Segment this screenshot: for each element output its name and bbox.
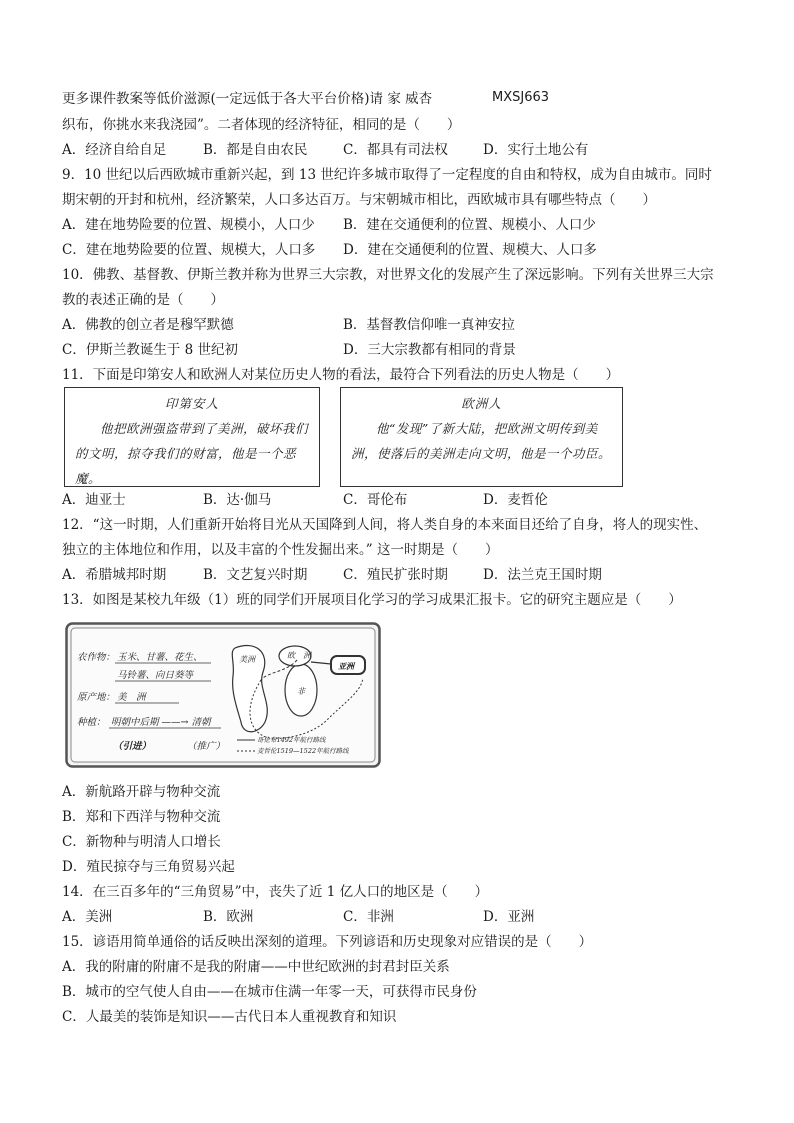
q14-option-d[interactable]: D．亚洲 — [483, 909, 535, 925]
q12-option-d[interactable]: D．法兰克王国时期 — [483, 567, 602, 583]
card-button-introduce: （引进） — [113, 741, 152, 752]
card-plant-label: 种植： — [77, 717, 106, 728]
q8-continuation: 织布，你挑水来我浇园”。二者体现的经济特征，相同的是（ ） — [62, 117, 461, 133]
q9-option-d[interactable]: D．建在交通便利的位置、规模大、人口多 — [343, 242, 597, 258]
indian-view-text: 他把欧洲强盗带到了美洲，破坏我们的文明，掠夺我们的财富，他是一个恶魔。 — [75, 421, 309, 486]
q13-option-c[interactable]: C．新物种与明清人口增长 — [62, 834, 221, 850]
card-crops-label: 农作物： — [77, 652, 116, 663]
map-america-label: 美洲 — [239, 655, 255, 664]
q12-option-a[interactable]: A．希腊城邦时期 — [62, 567, 167, 583]
q11-stem: 11．下面是印第安人和欧洲人对某位历史人物的看法，最符合下列看法的历史人物是（ ） — [62, 367, 620, 383]
q11-option-c[interactable]: C．哥伦布 — [343, 492, 408, 508]
q13-option-d[interactable]: D．殖民掠夺与三角贸易兴起 — [62, 859, 235, 875]
q15-option-a[interactable]: A．我的附庸的附庸不是我的附庸——中世纪欧洲的封君封臣关系 — [62, 959, 450, 975]
card-origin-label: 原产地： — [77, 692, 116, 703]
q8-option-d[interactable]: D．实行土地公有 — [483, 142, 589, 158]
q9-stem-2: 期宋朝的开封和杭州，经济繁荣，人口多达百万。与宋朝城市相比，西欧城市具有哪些特点（ ） — [62, 192, 656, 208]
european-view-box — [340, 387, 623, 487]
indian-view-title: 印第安人 — [164, 396, 219, 411]
european-view-title: 欧洲人 — [461, 396, 502, 411]
q9-option-a[interactable]: A．建在地势险要的位置、规模小，人口少 — [62, 217, 315, 233]
q13-option-b[interactable]: B．郑和下西洋与物种交流 — [62, 809, 221, 825]
european-view-text: 他“发现”了新大陆，把欧洲文明传到美洲，使落后的美洲走向文明，他是一个功臣。 — [351, 421, 612, 461]
q10-option-b[interactable]: B．基督教信仰唯一真神安拉 — [343, 317, 515, 333]
q14-option-b[interactable]: B．欧洲 — [203, 909, 254, 925]
card-origin: 美 洲 — [117, 692, 146, 703]
q9-stem-1: 9．10 世纪以后西欧城市重新兴起，到 13 世纪许多城市取得了一定程度的自由和特权，成为自由城市。同时 — [62, 167, 712, 183]
map-europe-label: 欧 洲 — [287, 651, 311, 660]
q9-option-c[interactable]: C．建在地势险要的位置、规模大，人口多 — [62, 242, 316, 258]
q12-option-c[interactable]: C．殖民扩张时期 — [343, 567, 448, 583]
q10-option-c[interactable]: C．伊斯兰教诞生于 8 世纪初 — [62, 342, 239, 358]
q13-option-a[interactable]: A．新航路开辟与物种交流 — [62, 784, 221, 800]
q15-stem: 15．谚语用简单通俗的话反映出深刻的道理。下列谚语和历史现象对应错误的是（ ） — [62, 934, 593, 950]
indian-view-box — [64, 387, 320, 487]
header-code: MXSJ663 — [492, 90, 550, 105]
q15-option-b[interactable]: B．城市的空气使人自由——在城市住满一年零一天，可获得市民身份 — [62, 984, 477, 1000]
q12-stem-1: 12．“这一时期，人们重新开始将目光从天国降到人间，将人类自身的本来面目还给了自身，将人的现实性、 — [62, 517, 708, 533]
q14-option-a[interactable]: A．美洲 — [62, 909, 113, 925]
map-africa-label: 非 — [297, 687, 305, 696]
q8-option-a[interactable]: A．经济自给自足 — [62, 142, 167, 158]
map-asia-label: 亚洲 — [338, 661, 354, 671]
q15-option-c[interactable]: C．人最美的装饰是知识——古代日本人重视教育和知识 — [62, 1009, 397, 1025]
map-legend-columbus: 哥伦布1492年航行路线 — [257, 736, 326, 744]
card-plant: 明朝中后期 ——→ 清朝 — [111, 717, 211, 728]
card-crops-2: 马铃薯、向日葵等 — [117, 670, 194, 681]
project-report-card — [65, 622, 381, 768]
q12-stem-2: 独立的主体地位和作用，以及丰富的个性发掘出来。” 这一时期是（ ） — [62, 542, 499, 558]
card-crops-1: 玉米、甘薯、花生、 — [117, 652, 203, 663]
map-legend-magellan: 麦哲伦1519—1522年航行路线 — [257, 747, 349, 755]
q11-option-b[interactable]: B．达·伽马 — [203, 492, 272, 508]
card-button-promote: （推广） — [187, 741, 226, 752]
q14-stem: 14．在三百多年的“三角贸易”中，丧失了近 1 亿人口的地区是（ ） — [62, 884, 489, 900]
q8-option-c[interactable]: C．都具有司法权 — [343, 142, 448, 158]
q11-option-d[interactable]: D．麦哲伦 — [483, 492, 548, 508]
q8-option-b[interactable]: B．都是自由农民 — [203, 142, 308, 158]
q10-option-a[interactable]: A．佛教的创立者是穆罕默德 — [62, 317, 234, 333]
q10-option-d[interactable]: D．三大宗教都有相同的背景 — [343, 342, 516, 358]
q14-option-c[interactable]: C．非洲 — [343, 909, 394, 925]
q12-option-b[interactable]: B．文艺复兴时期 — [203, 567, 308, 583]
q9-option-b[interactable]: B．建在交通便利的位置、规模小、人口少 — [343, 217, 596, 233]
q13-stem: 13．如图是某校九年级（1）班的同学们开展项目化学习的学习成果汇报卡。它的研究主题应是（ ） — [62, 592, 682, 608]
header-text: 更多课件教案等低价滋源(一定远低于各大平台价格)请 家 威杏 — [62, 91, 433, 107]
q11-option-a[interactable]: A．迪亚士 — [62, 492, 126, 508]
q10-stem-1: 10．佛教、基督教、伊斯兰教并称为世界三大宗教，对世界文化的发展产生了深远影响。下列有关世界三大宗 — [62, 267, 714, 283]
q10-stem-2: 教的表述正确的是（ ） — [62, 292, 224, 308]
